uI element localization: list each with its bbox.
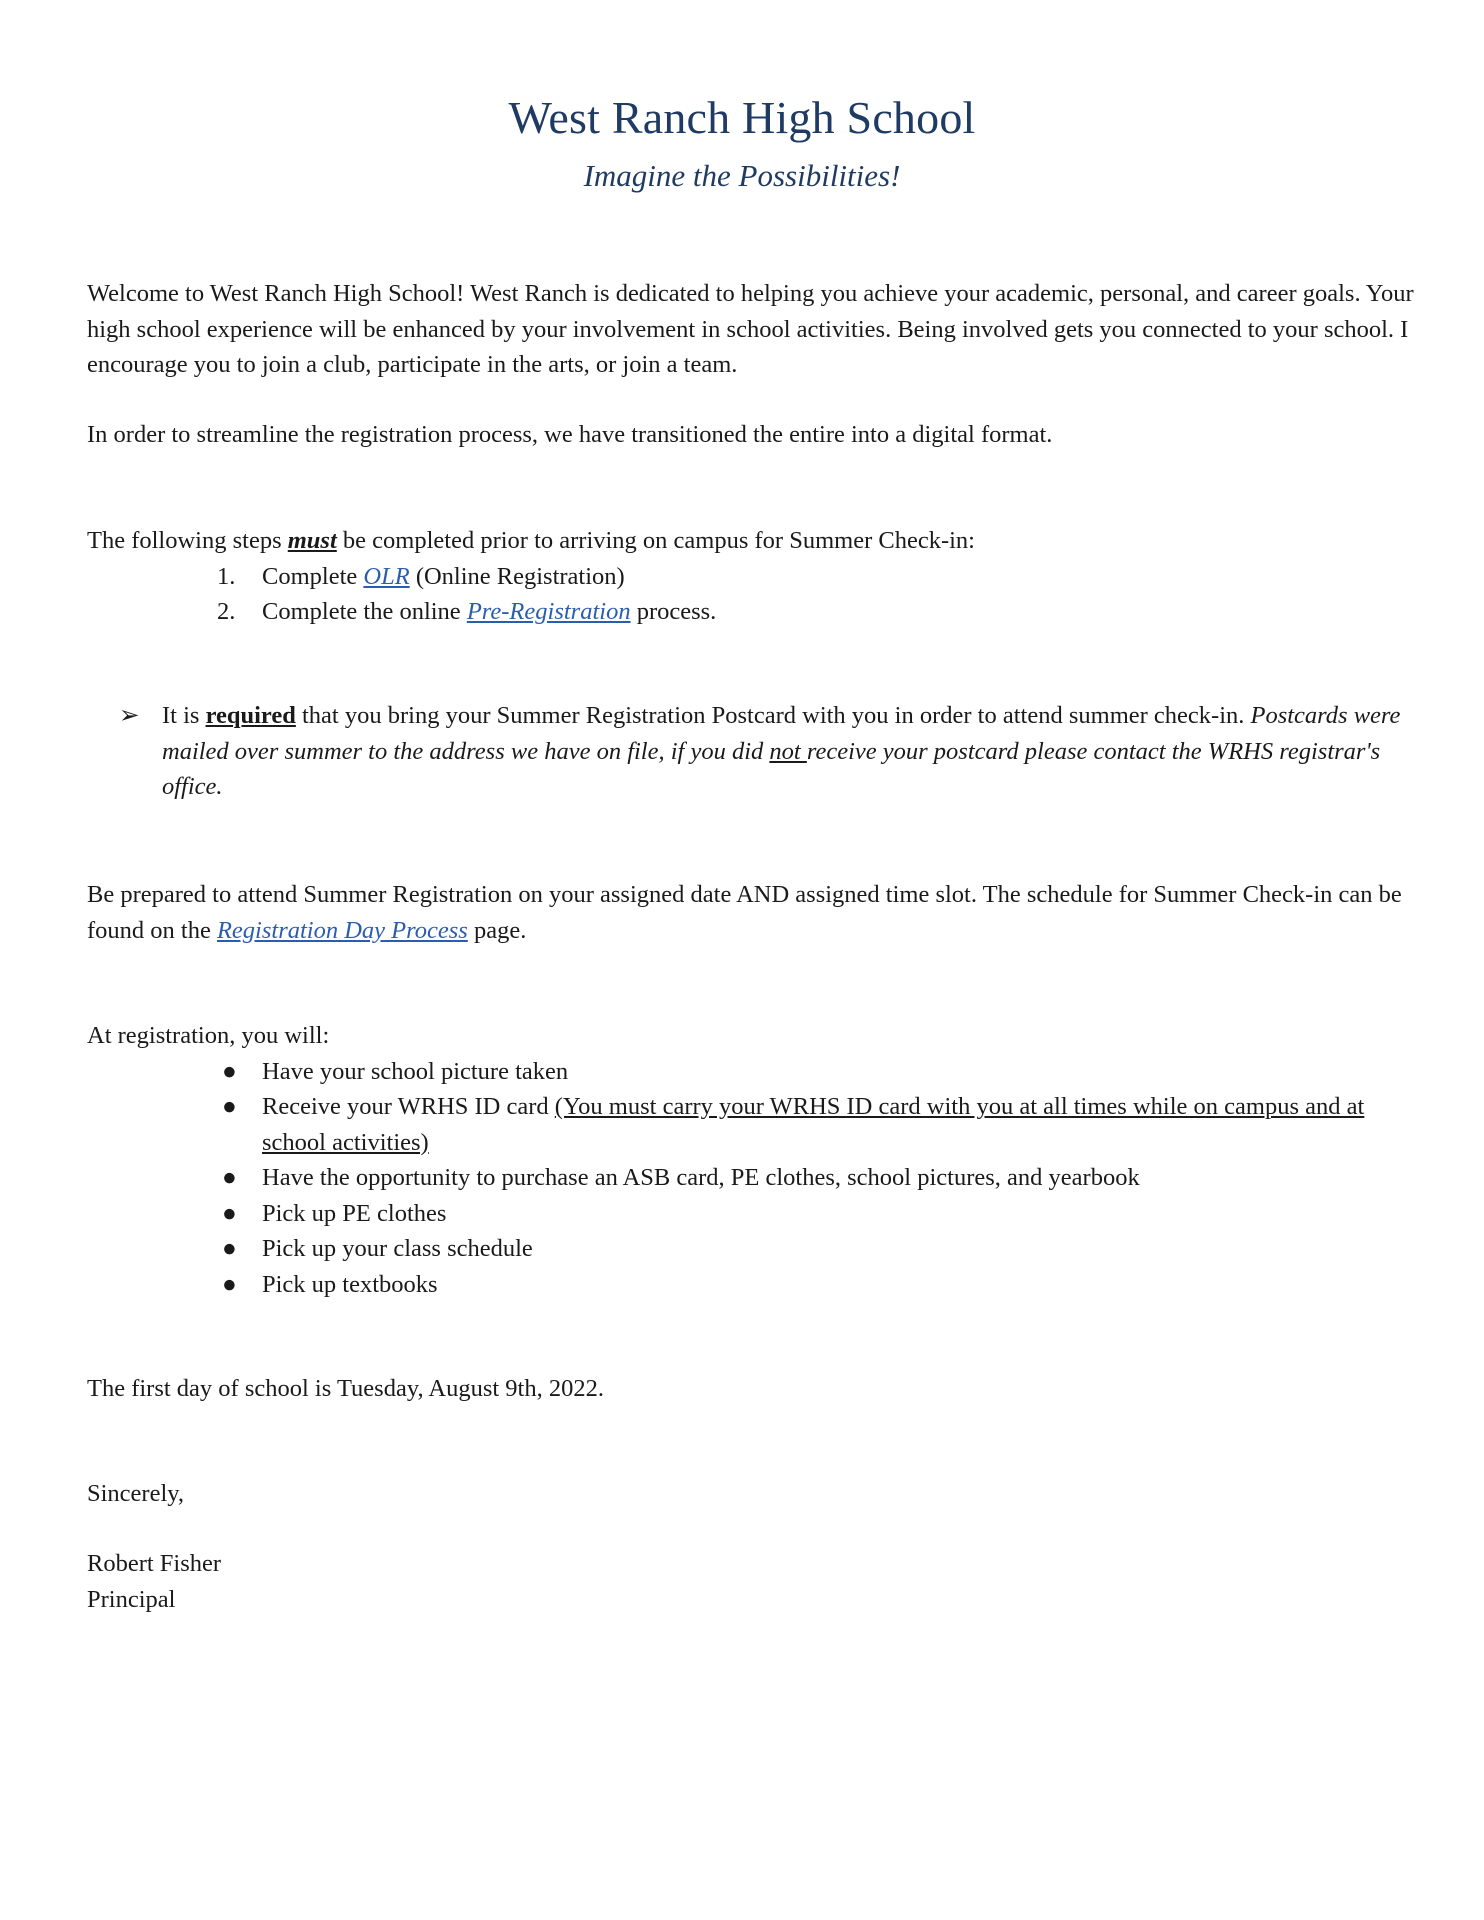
notice-italic-before: Postcards were mailed over summer to the address we have on file, if you did: [162, 702, 1401, 765]
list-item: [87, 1267, 1417, 1303]
digital-format-paragraph: In order to streamline the registration process, we have transitioned the entire into a digital format.: [87, 421, 1053, 448]
step-text-after: (Online Registration): [409, 562, 625, 590]
list-item: [87, 1089, 1417, 1160]
step-number: 2.: [217, 598, 236, 625]
step-text-after: process.: [630, 598, 717, 625]
list-item-text: Pick up PE clothes: [262, 1199, 447, 1227]
list-item-text: Pick up textbooks: [262, 1270, 438, 1298]
notice-emphasis: required: [205, 702, 296, 729]
signature-block: [87, 1546, 1417, 1617]
notice-italic-emphasis: not: [769, 737, 807, 765]
olr-link[interactable]: OLR: [363, 562, 410, 590]
schedule-after: page.: [467, 916, 527, 944]
schedule-before: Be prepared to attend Summer Registration on your assigned date AND assigned time slot. The schedule for Summer Check-in can be found on the: [87, 881, 1402, 944]
notice-before: It is: [162, 702, 206, 729]
arrow-bullet-icon: ➢: [119, 702, 140, 729]
registration-tasks-list: [87, 1054, 1417, 1303]
at-registration-lead: At registration, you will:: [87, 1022, 330, 1049]
steps-lead-emphasis: must: [287, 527, 337, 554]
bullet-icon: ●: [222, 1199, 237, 1227]
signer-title: Principal: [87, 1585, 176, 1613]
steps-lead-before: The following steps: [87, 527, 288, 554]
steps-lead: [87, 523, 1417, 559]
welcome-paragraph: Welcome to West Ranch High School! West Ranch is dedicated to helping you achieve your academic, personal, and career goals. Your high school experience will be enhanced by your involvement in school activities. Being involved gets you connected to your school. I encourage you to join a club, participate in the arts, or join a team.: [87, 280, 1414, 378]
closing-salutation: [87, 1476, 1417, 1512]
list-item: [87, 1054, 1417, 1090]
salutation: Sincerely,: [87, 1480, 185, 1507]
list-item-text: Pick up your class schedule: [262, 1235, 533, 1262]
intro-section: [87, 276, 1417, 383]
step-text-before: Complete the online: [262, 598, 467, 625]
list-item: [87, 1160, 1417, 1196]
school-name: West Ranch High School: [508, 92, 976, 143]
step-item-olr: [87, 559, 1417, 595]
steps-section: [87, 523, 1417, 630]
school-tagline: Imagine the Possibilities!: [583, 158, 901, 193]
signer-name: Robert Fisher: [87, 1550, 222, 1577]
schedule-section: [87, 877, 1417, 948]
list-item-text: Have your school picture taken: [262, 1057, 569, 1085]
list-item-text: Have the opportunity to purchase an ASB card, PE clothes, school pictures, and yearbook: [262, 1164, 1140, 1191]
first-day-text: The first day of school is Tuesday, August 9th, 2022.: [87, 1375, 604, 1402]
steps-list: [87, 559, 1417, 630]
first-day-section: [87, 1371, 1417, 1407]
registration-day-process-link[interactable]: Registration Day Process: [216, 916, 468, 944]
bullet-icon: ●: [222, 1270, 237, 1298]
at-registration-section: [87, 1018, 1417, 1302]
pre-registration-link[interactable]: Pre-Registration: [466, 598, 631, 625]
bullet-icon: ●: [222, 1057, 237, 1085]
notice-italic-after: receive your postcard please contact the WRHS registrar's office.: [162, 737, 1381, 800]
step-number: 1.: [217, 562, 236, 590]
bullet-icon: ●: [222, 1235, 237, 1262]
list-item-text: Receive your WRHS ID card: [262, 1093, 555, 1120]
bullet-icon: ●: [222, 1164, 237, 1191]
list-item: [87, 1196, 1417, 1232]
bullet-icon: ●: [222, 1093, 237, 1120]
digital-format-section: [87, 417, 1417, 453]
schedule-paragraph: [87, 877, 1417, 948]
list-item-underlined-text: (You must carry your WRHS ID card with you at all times while on campus and at school activities): [262, 1093, 1365, 1156]
list-item: [87, 1231, 1417, 1267]
step-item-pre-registration: [87, 594, 1417, 630]
postcard-notice: [87, 698, 1417, 805]
postcard-notice-item: [87, 698, 1417, 805]
notice-after: that you bring your Summer Registration Postcard with you in order to attend summer check-in.: [295, 702, 1245, 729]
step-text-before: Complete: [262, 562, 364, 590]
letterhead: [0, 88, 1484, 198]
steps-lead-after: be completed prior to arriving on campus for Summer Check-in:: [336, 527, 975, 554]
